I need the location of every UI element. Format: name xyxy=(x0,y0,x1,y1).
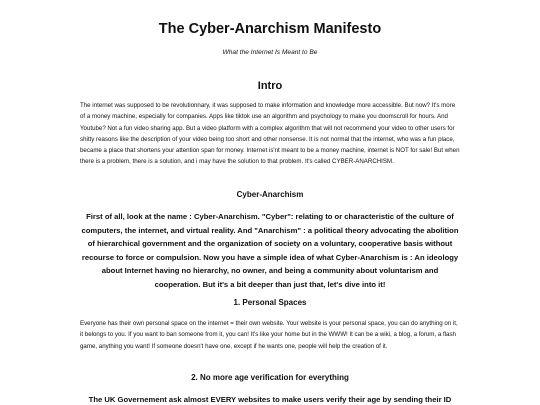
age-verification-paragraph: The UK Governement ask almost EVERY websites to make users verify their age by sending their ID xyxy=(88,395,452,404)
cyber-anarchism-paragraph: First of all, look at the name : Cyber-Anarchism. "Cyber": relating to or characteristic of the culture of computers, the internet, and virtual reality. And "Anarchism" : a political theory advocating the abolition of hierarchical government and the organization of society on a voluntary, cooperative basis without recourse to force or compulsion. Now you have a simple idea of what Cyber-Anarchism is : An ideology about Internet having no hierarchy, no owner, and being a community about voluntarism and cooperation. But it's a bit deeper than just that, let's dive into it! xyxy=(81,212,459,289)
page-subtitle: What the Internet Is Meant to Be xyxy=(222,49,318,56)
intro-heading: Intro xyxy=(257,80,283,92)
cyber-anarchism-heading: Cyber-Anarchism xyxy=(236,190,304,199)
page-title: The Cyber-Anarchism Manifesto xyxy=(158,21,382,37)
personal-spaces-heading: 1. Personal Spaces xyxy=(233,298,307,307)
age-verification-heading: 2. No more age verification for everything xyxy=(191,373,349,382)
personal-spaces-paragraph: Everyone has their own personal space on the internet = their own website. Your website is your personal space, you can do anything on it, it belongs to you. If you want to ban someone from it, you can! It's like your home but in the WWW! It can be a wiki, a blog, a forum, a flash game, anything you want! If someone doesn't have one, except if he wants one, people will help the creation of it. xyxy=(80,320,458,350)
intro-paragraph: The internet was supposed to be revolutionnary, it was supposed to make information and knowledge more accessible. But now? It's more of a money machine, especially for companies. Apps like tiktok use an algorithm and psychology to make you doomscroll for hours. And Youtube? Not a fun video sharing app. But a video platform with a complex algorithm that will not recommend your video to other users for shitty reasons like the description of your video being too short and other nonsense. It is not normal that the internet, who was a fun place, became a place that shortens your attention span for money. Internet is'nt meant to be a money machine, internet is NOT for sale! But when there is a problem, there is a solution, and i may have the solution to that problem. It's called CYBER-ANARCHISM. xyxy=(80,102,460,166)
